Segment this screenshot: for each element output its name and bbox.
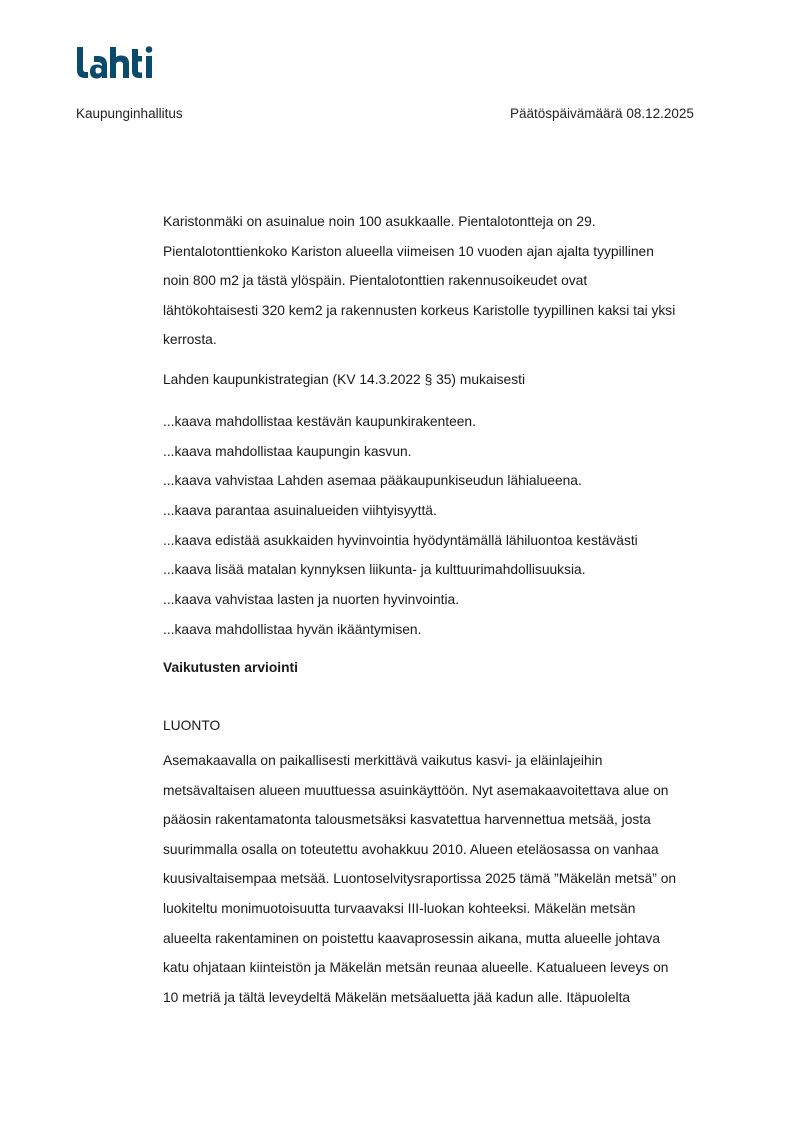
- lahti-logo-mark: [76, 44, 166, 80]
- decision-date: Päätöspäivämäärä 08.12.2025: [510, 106, 694, 121]
- nature-line: luokiteltu monimuotoisuutta turvaavaksi III-luokan kohteeksi. Mäkelän metsän: [163, 900, 636, 916]
- strategy-item: ...kaava mahdollistaa kaupungin kasvun.: [163, 443, 412, 459]
- nature-line: kuusivaltaisempaa metsää. Luontoselvitysraportissa 2025 tämä ”Mäkelän metsä” on: [163, 871, 677, 887]
- strategy-item: ...kaava mahdollistaa hyvän ikääntymisen.: [163, 621, 422, 637]
- nature-line: 10 metriä ja tältä leveydeltä Mäkelän metsäaluetta jää kadun alle. Itäpuolelta: [163, 989, 631, 1005]
- nature-line: suurimmalla osalla on toteutettu avohakkuu 2010. Alueen eteläosassa on vanhaa: [163, 841, 659, 857]
- strategy-list: [163, 412, 733, 650]
- strategy-item: ...kaava lisää matalan kynnyksen liikunta- ja kulttuurimahdollisuuksia.: [163, 562, 586, 578]
- department-name: Kaupunginhallitus: [76, 106, 183, 121]
- intro-line: kerrosta.: [163, 332, 217, 348]
- nature-section-title: LUONTO: [163, 718, 221, 733]
- intro-line: lähtökohtaisesti 320 kem2 ja rakennusten korkeus Karistolle tyypillinen kaksi tai yksi: [163, 302, 676, 318]
- intro-line: noin 800 m2 ja tästä ylöspäin. Pientalotonttien rakennusoikeudet ovat: [163, 273, 588, 289]
- nature-line: katu ohjataan kiinteistön ja Mäkelän metsän reunaa alueelle. Katualueen leveys on: [163, 960, 669, 976]
- intro-line: Pientalotonttienkoko Kariston alueella viimeisen 10 vuoden ajan ajalta tyypillinen: [163, 243, 654, 259]
- nature-line: Asemakaavalla on paikallisesti merkittävä vaikutus kasvi- ja eläinlajeihin: [163, 753, 603, 768]
- nature-line: pääosin rakentamatonta talousmetsäksi kasvatettua harvennettua metsää, josta: [163, 812, 651, 828]
- intro-line: Karistonmäki on asuinalue noin 100 asukkaalle. Pientalotontteja on 29.: [163, 214, 596, 229]
- nature-line: alueelta rakentaminen on poistettu kaavaprosessin aikana, mutta alueelle johtava: [163, 930, 661, 946]
- strategy-item: ...kaava mahdollistaa kestävän kaupunkirakenteen.: [163, 414, 476, 429]
- intro-paragraph: [163, 207, 733, 355]
- lahti-logo: [76, 44, 166, 80]
- strategy-item: ...kaava edistää asukkaiden hyvinvointia hyödyntämällä lähiluontoa kestävästi: [163, 532, 638, 548]
- nature-paragraph: [163, 746, 733, 1012]
- assessment-heading: Vaikutusten arviointi: [163, 660, 298, 675]
- strategy-item: ...kaava vahvistaa lasten ja nuorten hyvinvointia.: [163, 592, 460, 608]
- strategy-intro: Lahden kaupunkistrategian (KV 14.3.2022 § 35) mukaisesti: [163, 372, 526, 387]
- strategy-item: ...kaava parantaa asuinalueiden viihtyisyyttä.: [163, 503, 437, 519]
- nature-line: metsävaltaisen alueen muuttuessa asuinkäyttöön. Nyt asemakaavoitettava alue on: [163, 782, 669, 798]
- strategy-item: ...kaava vahvistaa Lahden asemaa pääkaupunkiseudun lähialueena.: [163, 473, 582, 489]
